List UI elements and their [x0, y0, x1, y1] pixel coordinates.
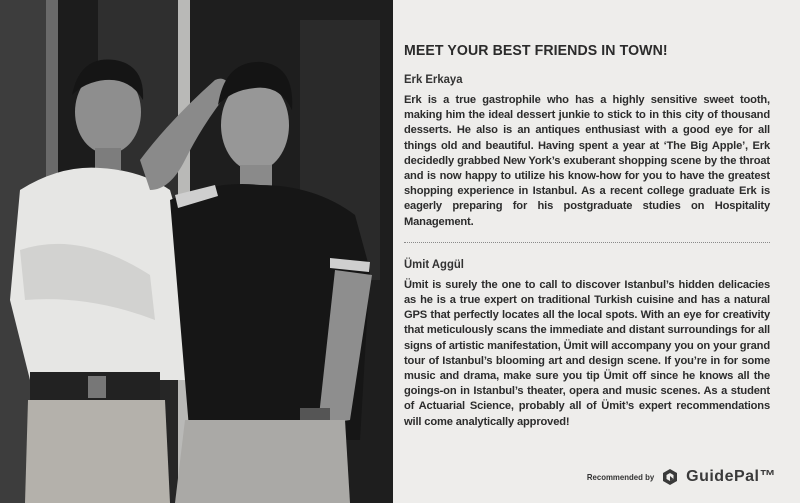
guidepal-logo-icon	[660, 467, 680, 487]
person-name-erk: Erk Erkaya	[404, 72, 463, 86]
person-name-umit: Ümit Aggül	[404, 256, 464, 271]
page-headline: MEET YOUR BEST FRIENDS IN TOWN!	[404, 42, 668, 59]
section-divider	[404, 242, 770, 243]
recommended-by-label: Recommended by	[586, 472, 655, 482]
portrait-photo	[0, 0, 393, 503]
person-bio-erk: Erk is a true gastrophile who has a highly sensitive sweet tooth, making him the ideal dessert junkie to stick to in this city of thousand desserts. He also is an antiques enthusiast with a good eye for all things old and beautiful. Having spent a year at ‘The Big Apple’, Erk decidedly grabbed New York’s exuberant shopping scene by the throat and is now happy to utilize his know-how for you to have the greatest shopping experience in Istanbul. As a recent college graduate Erk is eagerly preparing for his postgraduate studies on Hospitality Management.	[404, 94, 770, 228]
profile-text-panel	[393, 0, 800, 503]
guidepal-brand-name: GuidePal™	[686, 468, 776, 485]
recommended-by-footer	[581, 467, 776, 487]
photo-illustration	[0, 0, 393, 503]
person-bio-umit: Ümit is surely the one to call to discover Istanbul’s hidden delicacies as he is a true expert on traditional Turkish cuisine and has a natural GPS that perfectly locates all the local spots. With an eye for creativity that meticulously scans the immediate and distant surroundings for all signs of artistic manifestation, Ümit will accompany you on your grand tour of Istanbul’s blooming art and design scene. If you’re in for some music and drama, make sure you tip Ümit off since he knows all the goings-on in Istanbul’s theater, opera and music scenes. As a student of Actuarial Science, probably all of Ümit’s expert recommendations will come analytically approved!	[404, 278, 770, 428]
